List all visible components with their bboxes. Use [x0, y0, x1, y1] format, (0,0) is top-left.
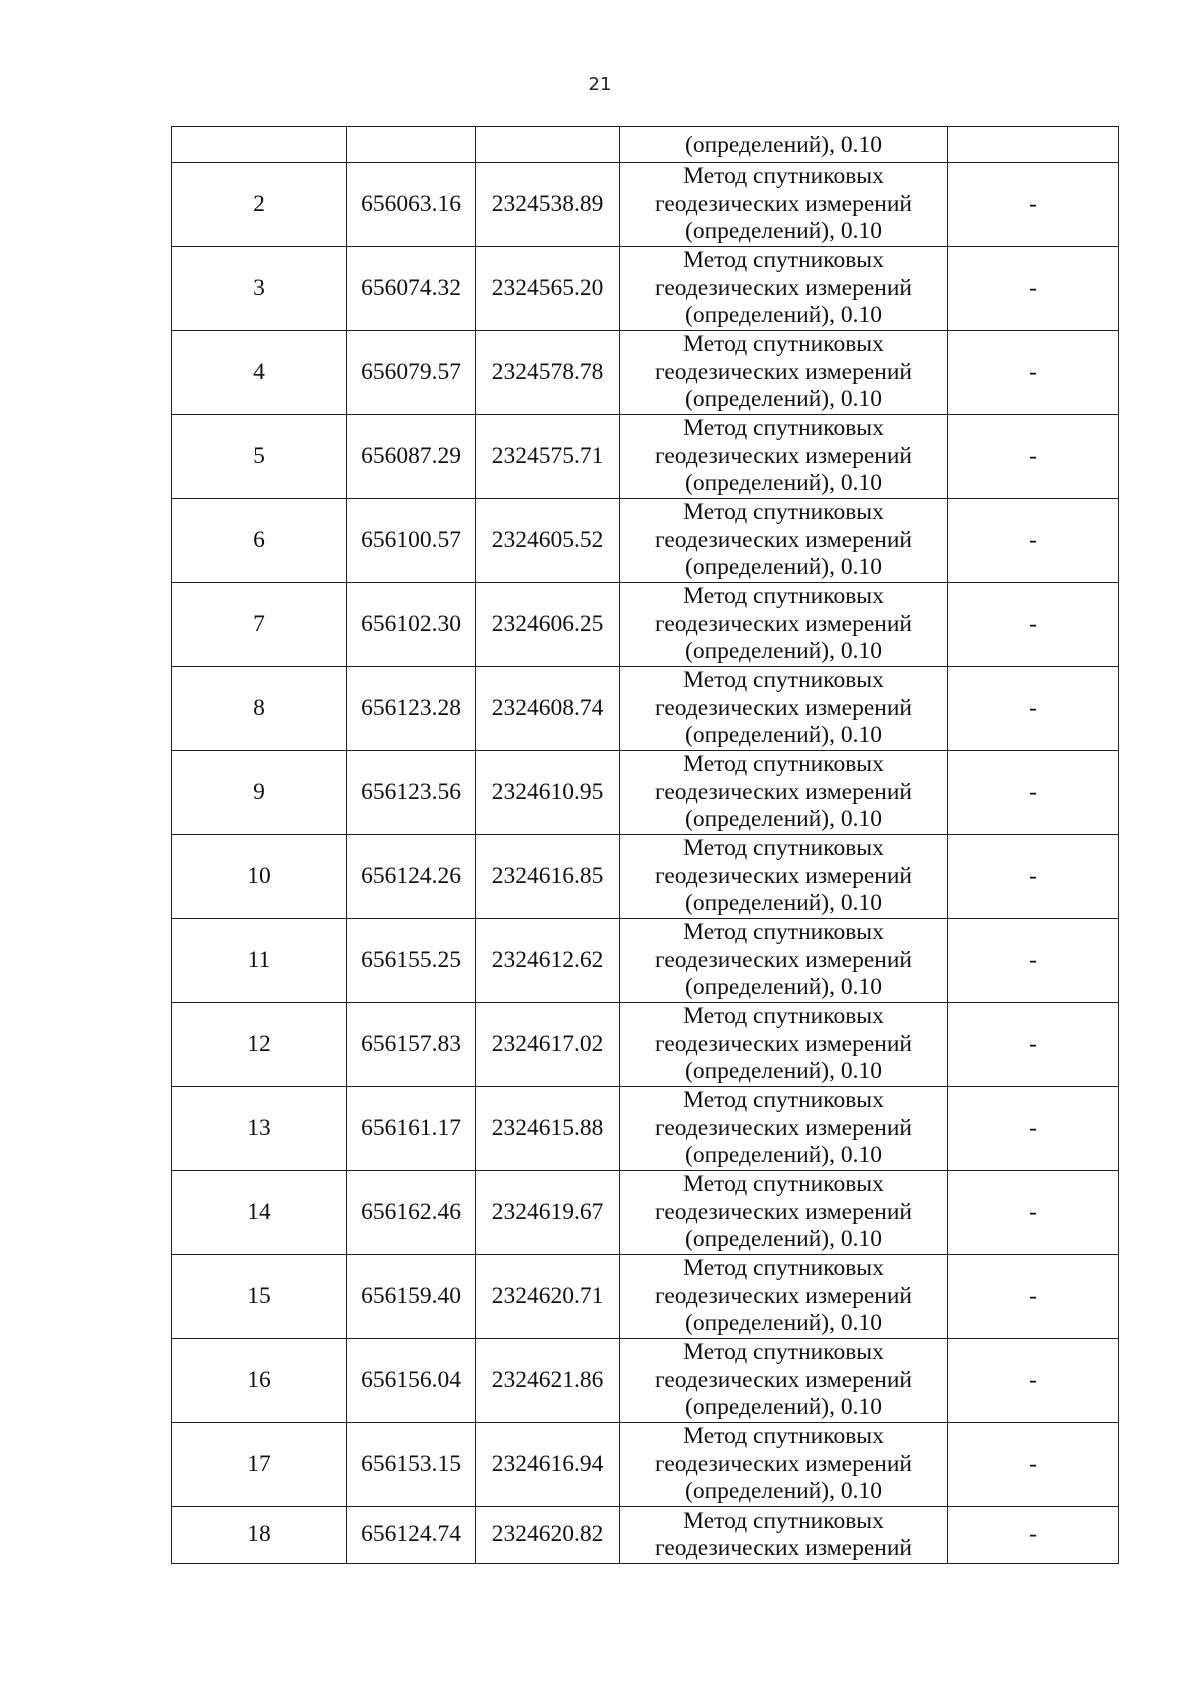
y-coordinate-cell: 2324620.82 [476, 1507, 620, 1564]
method-line: Метод спутниковых [683, 1003, 884, 1030]
method-line: Метод спутниковых [683, 583, 884, 610]
y-coordinate-cell: 2324620.71 [476, 1255, 620, 1339]
method-cell [620, 247, 948, 331]
point-number-cell: 9 [172, 751, 347, 835]
x-coordinate-cell: 656087.29 [347, 415, 476, 499]
method-line: Метод спутниковых [683, 1171, 884, 1198]
table-row [172, 415, 1119, 499]
table-row [172, 331, 1119, 415]
method-line: (определений), 0.10 [685, 1310, 882, 1337]
method-line: (определений), 0.10 [685, 806, 882, 833]
method-line: (определений), 0.10 [685, 1394, 882, 1421]
method-line: геодезических измерений [655, 1366, 912, 1393]
table-row [172, 1423, 1119, 1507]
description-cell: - [948, 1423, 1119, 1507]
method-line: геодезических измерений [655, 442, 912, 469]
method-line: (определений), 0.10 [685, 1226, 882, 1253]
description-cell: - [948, 1087, 1119, 1171]
method-line: (определений), 0.10 [685, 131, 882, 158]
method-cell [620, 1255, 948, 1339]
description-cell: - [948, 1003, 1119, 1087]
y-coordinate-cell: 2324538.89 [476, 163, 620, 247]
y-coordinate-cell: 2324605.52 [476, 499, 620, 583]
y-coordinate-cell: 2324616.94 [476, 1423, 620, 1507]
x-coordinate-cell: 656161.17 [347, 1087, 476, 1171]
point-number-cell [172, 127, 347, 163]
description-cell: - [948, 247, 1119, 331]
point-number-cell: 2 [172, 163, 347, 247]
description-cell: - [948, 667, 1119, 751]
point-number-cell: 7 [172, 583, 347, 667]
method-cell [620, 835, 948, 919]
coordinates-table [171, 126, 1119, 1564]
method-line: геодезических измерений [655, 190, 912, 217]
x-coordinate-cell: 656074.32 [347, 247, 476, 331]
method-line: геодезических измерений [655, 610, 912, 637]
method-line: (определений), 0.10 [685, 638, 882, 665]
table-row [172, 247, 1119, 331]
y-coordinate-cell [476, 127, 620, 163]
method-line: геодезических измерений [655, 274, 912, 301]
point-number-cell: 8 [172, 667, 347, 751]
y-coordinate-cell: 2324608.74 [476, 667, 620, 751]
method-line: Метод спутниковых [683, 667, 884, 694]
method-line: геодезических измерений [655, 778, 912, 805]
method-cell [620, 163, 948, 247]
table-row [172, 1003, 1119, 1087]
method-cell [620, 499, 948, 583]
point-number-cell: 13 [172, 1087, 347, 1171]
y-coordinate-cell: 2324610.95 [476, 751, 620, 835]
method-line: (определений), 0.10 [685, 1058, 882, 1085]
method-line: (определений), 0.10 [685, 302, 882, 329]
description-cell: - [948, 331, 1119, 415]
method-line: геодезических измерений [655, 1030, 912, 1057]
point-number-cell: 4 [172, 331, 347, 415]
y-coordinate-cell: 2324578.78 [476, 331, 620, 415]
y-coordinate-cell: 2324565.20 [476, 247, 620, 331]
point-number-cell: 18 [172, 1507, 347, 1564]
method-line: (определений), 0.10 [685, 974, 882, 1001]
y-coordinate-cell: 2324606.25 [476, 583, 620, 667]
method-cell [620, 919, 948, 1003]
method-line: (определений), 0.10 [685, 470, 882, 497]
x-coordinate-cell: 656155.25 [347, 919, 476, 1003]
y-coordinate-cell: 2324575.71 [476, 415, 620, 499]
point-number-cell: 14 [172, 1171, 347, 1255]
method-line: геодезических измерений [655, 862, 912, 889]
point-number-cell: 17 [172, 1423, 347, 1507]
method-line: (определений), 0.10 [685, 218, 882, 245]
method-cell [620, 415, 948, 499]
table-row [172, 163, 1119, 247]
x-coordinate-cell: 656124.74 [347, 1507, 476, 1564]
table-row [172, 835, 1119, 919]
method-line: Метод спутниковых [683, 1087, 884, 1114]
coordinates-table-body [172, 127, 1119, 1564]
x-coordinate-cell: 656157.83 [347, 1003, 476, 1087]
x-coordinate-cell: 656124.26 [347, 835, 476, 919]
method-line: Метод спутниковых [683, 751, 884, 778]
method-line: (определений), 0.10 [685, 386, 882, 413]
method-cell [620, 1171, 948, 1255]
method-cell [620, 667, 948, 751]
method-line: Метод спутниковых [683, 1255, 884, 1282]
description-cell: - [948, 415, 1119, 499]
page-number: 21 [588, 74, 612, 95]
x-coordinate-cell: 656156.04 [347, 1339, 476, 1423]
x-coordinate-cell: 656102.30 [347, 583, 476, 667]
method-line: (определений), 0.10 [685, 1478, 882, 1505]
method-cell [620, 1003, 948, 1087]
method-line: геодезических измерений [655, 1198, 912, 1225]
x-coordinate-cell: 656159.40 [347, 1255, 476, 1339]
x-coordinate-cell: 656123.28 [347, 667, 476, 751]
method-cell [620, 127, 948, 163]
method-cell [620, 583, 948, 667]
method-line: Метод спутниковых [683, 415, 884, 442]
method-line: геодезических измерений [655, 1535, 912, 1561]
table-row [172, 667, 1119, 751]
x-coordinate-cell: 656100.57 [347, 499, 476, 583]
table-row [172, 1255, 1119, 1339]
description-cell: - [948, 1507, 1119, 1564]
table-row [172, 1087, 1119, 1171]
method-cell [620, 1507, 948, 1564]
y-coordinate-cell: 2324616.85 [476, 835, 620, 919]
method-cell [620, 1087, 948, 1171]
description-cell: - [948, 583, 1119, 667]
description-cell: - [948, 499, 1119, 583]
y-coordinate-cell: 2324617.02 [476, 1003, 620, 1087]
y-coordinate-cell: 2324621.86 [476, 1339, 620, 1423]
table-row [172, 583, 1119, 667]
method-line: Метод спутниковых [683, 163, 884, 190]
table-row [172, 919, 1119, 1003]
method-line: Метод спутниковых [683, 247, 884, 274]
y-coordinate-cell: 2324619.67 [476, 1171, 620, 1255]
point-number-cell: 16 [172, 1339, 347, 1423]
method-line: геодезических измерений [655, 694, 912, 721]
method-line: Метод спутниковых [683, 1507, 884, 1534]
x-coordinate-cell: 656123.56 [347, 751, 476, 835]
description-cell: - [948, 1255, 1119, 1339]
point-number-cell: 12 [172, 1003, 347, 1087]
x-coordinate-cell: 656162.46 [347, 1171, 476, 1255]
method-line: геодезических измерений [655, 358, 912, 385]
method-line: (определений), 0.10 [685, 722, 882, 749]
description-cell: - [948, 1339, 1119, 1423]
point-number-cell: 11 [172, 919, 347, 1003]
method-cell [620, 331, 948, 415]
point-number-cell: 3 [172, 247, 347, 331]
method-line: геодезических измерений [655, 946, 912, 973]
x-coordinate-cell: 656153.15 [347, 1423, 476, 1507]
method-line: Метод спутниковых [683, 835, 884, 862]
method-line: (определений), 0.10 [685, 554, 882, 581]
method-line: Метод спутниковых [683, 499, 884, 526]
point-number-cell: 6 [172, 499, 347, 583]
description-cell: - [948, 1171, 1119, 1255]
table-row [172, 1171, 1119, 1255]
method-cell [620, 1339, 948, 1423]
method-line: геодезических измерений [655, 1282, 912, 1309]
description-cell: - [948, 751, 1119, 835]
method-line: (определений), 0.10 [685, 1142, 882, 1169]
table-row [172, 1339, 1119, 1423]
method-line: Метод спутниковых [683, 331, 884, 358]
method-line: Метод спутниковых [683, 1423, 884, 1450]
description-cell: - [948, 919, 1119, 1003]
method-line: Метод спутниковых [683, 919, 884, 946]
description-cell: - [948, 835, 1119, 919]
x-coordinate-cell: 656079.57 [347, 331, 476, 415]
method-line: Метод спутниковых [683, 1339, 884, 1366]
method-line: геодезических измерений [655, 526, 912, 553]
table-row-continued [172, 127, 1119, 163]
description-cell: - [948, 163, 1119, 247]
description-cell [948, 127, 1119, 163]
point-number-cell: 10 [172, 835, 347, 919]
y-coordinate-cell: 2324615.88 [476, 1087, 620, 1171]
table-row [172, 1507, 1119, 1564]
method-line: (определений), 0.10 [685, 890, 882, 917]
y-coordinate-cell: 2324612.62 [476, 919, 620, 1003]
point-number-cell: 15 [172, 1255, 347, 1339]
x-coordinate-cell [347, 127, 476, 163]
x-coordinate-cell: 656063.16 [347, 163, 476, 247]
method-line: геодезических измерений [655, 1114, 912, 1141]
table-row [172, 751, 1119, 835]
point-number-cell: 5 [172, 415, 347, 499]
table-row [172, 499, 1119, 583]
method-cell [620, 751, 948, 835]
method-cell [620, 1423, 948, 1507]
method-line: геодезических измерений [655, 1450, 912, 1477]
